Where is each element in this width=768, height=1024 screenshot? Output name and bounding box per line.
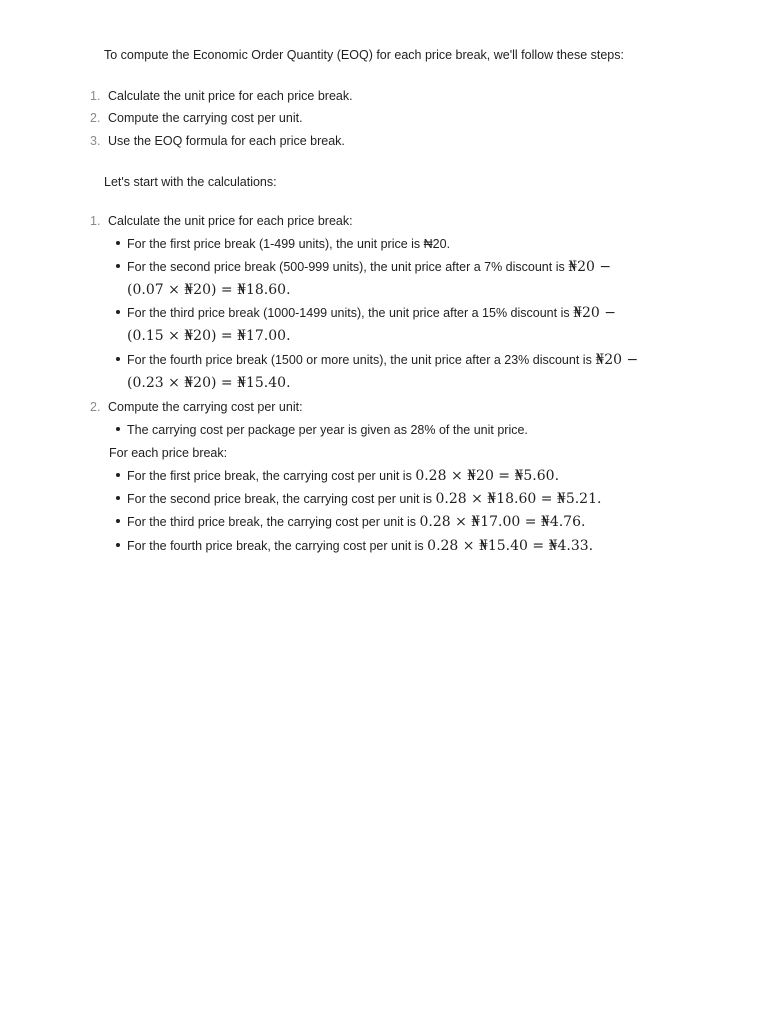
carrying-cost-item-1 bbox=[127, 468, 559, 484]
section2-heading bbox=[90, 399, 303, 415]
steps-item-3 bbox=[90, 133, 345, 149]
bullet-text: For the third price break, the carrying cost per unit is bbox=[127, 515, 417, 529]
bullet-text: For the fourth price break, the carrying cost per unit is bbox=[127, 539, 424, 553]
bullet-icon bbox=[116, 427, 120, 431]
math-expression: 0.28 × ₦20 = ₦5.60. bbox=[415, 468, 560, 484]
section1-title: Calculate the unit price for each price break: bbox=[108, 214, 353, 228]
bullet-icon bbox=[116, 241, 120, 245]
steps-item-1 bbox=[90, 88, 353, 104]
bullet-icon bbox=[116, 473, 120, 477]
bullet-icon bbox=[116, 310, 120, 314]
section1-bullet-1: For the first price break (1-499 units), the unit price is ₦20. bbox=[127, 237, 451, 251]
section1-heading bbox=[90, 213, 353, 229]
list-number: 1. bbox=[90, 89, 101, 103]
math-expression: (0.07 × ₦20) = ₦18.60. bbox=[127, 282, 291, 298]
list-number: 2. bbox=[90, 400, 101, 414]
lets-start-paragraph: Let's start with the calculations: bbox=[104, 175, 277, 189]
list-item-text: Calculate the unit price for each price break. bbox=[108, 89, 353, 103]
section1-bullet-2 bbox=[127, 259, 611, 275]
carrying-cost-item-3 bbox=[127, 514, 585, 530]
list-item-text: Use the EOQ formula for each price break. bbox=[108, 134, 345, 148]
carrying-cost-item-2 bbox=[127, 491, 601, 507]
list-number: 3. bbox=[90, 134, 101, 148]
for-each-label: For each price break: bbox=[109, 446, 228, 460]
bullet-text: For the third price break (1000-1499 units), the unit price after a 15% discount is bbox=[127, 306, 570, 320]
bullet-text: For the fourth price break (1500 or more units), the unit price after a 23% discount is bbox=[127, 353, 592, 367]
math-expression: 0.28 × ₦15.40 = ₦4.33. bbox=[427, 538, 594, 554]
list-number: 2. bbox=[90, 111, 101, 125]
bullet-text: For the second price break (500-999 units), the unit price after a 7% discount is bbox=[127, 260, 565, 274]
bullet-text: For the first price break, the carrying cost per unit is bbox=[127, 469, 412, 483]
bullet-icon bbox=[116, 357, 120, 361]
intro-paragraph: To compute the Economic Order Quantity (EOQ) for each price break, we'll follow these steps: bbox=[104, 48, 624, 62]
bullet-icon bbox=[116, 264, 120, 268]
math-expression: (0.23 × ₦20) = ₦15.40. bbox=[127, 375, 291, 391]
list-item-text: Compute the carrying cost per unit. bbox=[108, 111, 303, 125]
math-expression: 0.28 × ₦18.60 = ₦5.21. bbox=[435, 491, 602, 507]
math-expression: (0.15 × ₦20) = ₦17.00. bbox=[127, 328, 291, 344]
math-expression: 0.28 × ₦17.00 = ₦4.76. bbox=[419, 514, 586, 530]
math-expression: ₦20 − bbox=[573, 305, 616, 321]
list-number: 1. bbox=[90, 214, 101, 228]
math-expression: ₦20 − bbox=[568, 259, 612, 275]
math-expression: ₦20 − bbox=[595, 352, 639, 368]
bullet-icon bbox=[116, 543, 120, 547]
carrying-cost-item-4 bbox=[127, 538, 593, 554]
section1-bullet-3 bbox=[127, 305, 616, 321]
section2-title: Compute the carrying cost per unit: bbox=[108, 400, 303, 414]
steps-item-2 bbox=[90, 110, 303, 126]
bullet-icon bbox=[116, 496, 120, 500]
bullet-text: For the second price break, the carrying cost per unit is bbox=[127, 492, 433, 506]
section1-bullet-4 bbox=[127, 352, 638, 368]
bullet-icon bbox=[116, 519, 120, 523]
section2-bullet-1: The carrying cost per package per year is given as 28% of the unit price. bbox=[127, 423, 528, 437]
